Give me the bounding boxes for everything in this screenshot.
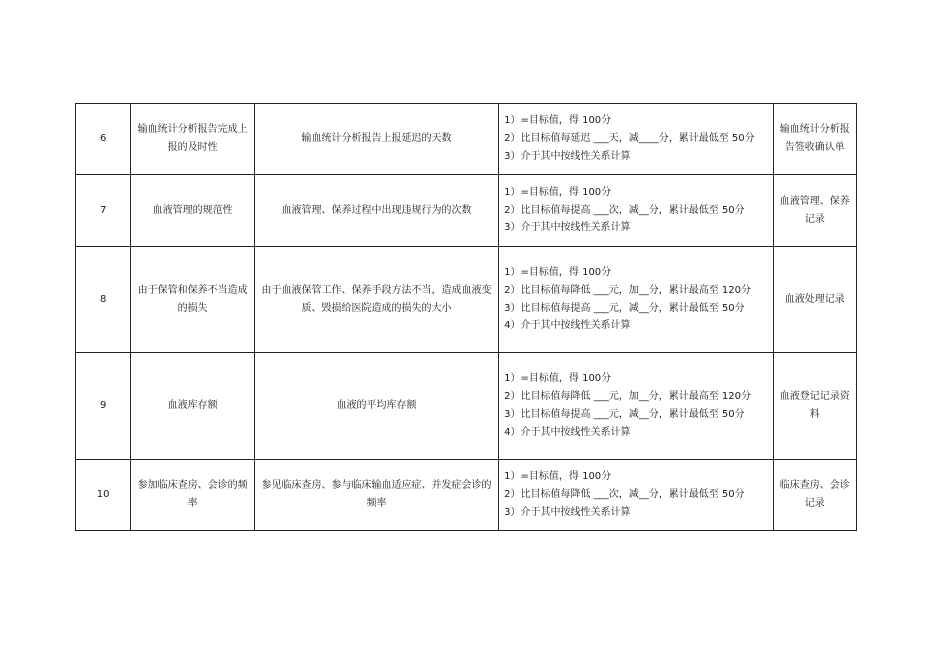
indicator-definition: 输血统计分析报告上报延迟的天数 [254, 104, 498, 175]
indicator-name: 输血统计分析报告完成上报的及时性 [131, 104, 255, 175]
data-source: 血液登记记录资料 [773, 353, 856, 460]
rule-line: 2）比目标值每降低 ___元，加__分，累计最高至 120分 [504, 391, 751, 403]
rule-line: 1）=目标值，得 100分 [504, 186, 612, 198]
kpi-table [75, 103, 857, 531]
data-source: 输血统计分析报告签收确认单 [773, 104, 856, 175]
rule-line: 1）=目标值，得 100分 [504, 266, 612, 278]
indicator-name: 参加临床查房、会诊的频率 [131, 460, 255, 531]
indicator-name: 血液管理的规范性 [131, 175, 255, 247]
table-row [76, 175, 857, 247]
scoring-rules [499, 353, 773, 460]
indicator-definition: 参见临床查房、参与临床输血适应症、并发症会诊的频率 [254, 460, 498, 531]
rule-line: 2）比目标值每降低 ___元，加__分，累计最高至 120分 [504, 284, 751, 296]
rule-line: 2）比目标值每降低 ___次，减__分，累计最低至 50分 [504, 489, 745, 501]
indicator-definition: 血液的平均库存额 [254, 353, 498, 460]
rule-line: 4）介于其中按线性关系计算 [504, 426, 631, 438]
indicator-name: 血液库存额 [131, 353, 255, 460]
scoring-rules [499, 247, 773, 353]
kpi-table-body [76, 104, 857, 531]
row-number: 6 [76, 104, 131, 175]
row-number: 7 [76, 175, 131, 247]
rule-line: 4）介于其中按线性关系计算 [504, 320, 631, 332]
row-number: 9 [76, 353, 131, 460]
row-number: 10 [76, 460, 131, 531]
rule-line: 3）介于其中按线性关系计算 [504, 506, 631, 518]
rule-line: 3）比目标值每提高 ___元，减__分，累计最低至 50分 [504, 302, 745, 314]
row-number: 8 [76, 247, 131, 353]
rule-line: 1）=目标值，得 100分 [504, 373, 612, 385]
scoring-rules [499, 460, 773, 531]
rule-line: 1）=目标值，得 100分 [504, 115, 612, 127]
data-source: 血液处理记录 [773, 247, 856, 353]
data-source: 血液管理、保养记录 [773, 175, 856, 247]
rule-line: 2）比目标值每延迟 ___天，减____分，累计最低至 50分 [504, 133, 755, 145]
table-row [76, 104, 857, 175]
scoring-rules [499, 104, 773, 175]
rule-line: 3）介于其中按线性关系计算 [504, 222, 631, 234]
table-row [76, 460, 857, 531]
rule-line: 2）比目标值每提高 ___次，减__分，累计最低至 50分 [504, 204, 745, 216]
rule-line: 3）比目标值每提高 ___元，减__分，累计最低至 50分 [504, 409, 745, 420]
rule-line: 3）介于其中按线性关系计算 [504, 150, 631, 162]
indicator-name: 由于保管和保养不当造成的损失 [131, 247, 255, 353]
rule-line: 1）=目标值，得 100分 [504, 471, 612, 483]
scoring-rules [499, 175, 773, 247]
indicator-definition: 由于血液保管工作、保养手段方法不当，造成血液变质、毁损给医院造成的损失的大小 [254, 247, 498, 353]
indicator-definition: 血液管理、保养过程中出现违规行为的次数 [254, 175, 498, 247]
data-source: 临床查房、会诊记录 [773, 460, 856, 531]
table-row [76, 247, 857, 353]
table-row [76, 353, 857, 460]
